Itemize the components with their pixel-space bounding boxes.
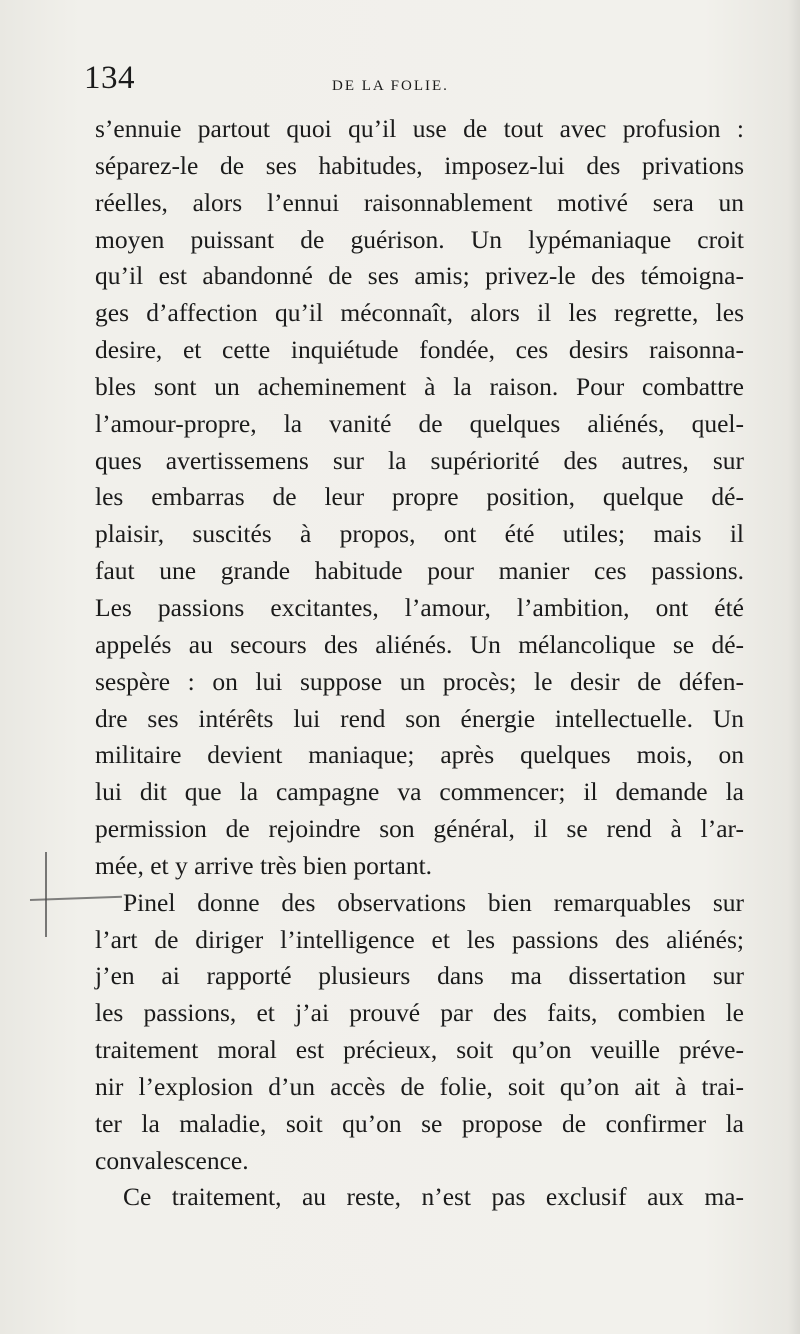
text-line: desire, et cette inquiétude fondée, ces desirs raisonna- (95, 335, 744, 365)
text-line: s’ennuie partout quoi qu’il use de tout avec profusion : (95, 114, 744, 143)
text-line: nir l’explosion d’un accès de folie, soit qu’on ait à trai- (95, 1071, 744, 1101)
text-line: lui dit que la campagne va commencer; il demande la (95, 777, 744, 807)
text-line: les embarras de leur propre position, quelque dé- (95, 482, 744, 512)
running-head: DE LA FOLIE. (332, 78, 449, 94)
text-line: dre ses intérêts lui rend son énergie intellectuelle. Un (95, 703, 744, 733)
text-line-paragraph-end: convalescence. (95, 1145, 249, 1175)
text-line: ter la maladie, soit qu’on se propose de confirmer la (95, 1108, 744, 1138)
text-line: l’art de diriger l’intelligence et les passions des aliénés; (95, 924, 744, 954)
text-line: ges d’affection qu’il méconnaît, alors il les regrette, les (95, 298, 744, 328)
text-line: permission de rejoindre son général, il se rend à l’ar- (95, 814, 744, 844)
text-line: moyen puissant de guérison. Un lypémaniaque croit (95, 224, 744, 254)
text-line: sespère : on lui suppose un procès; le desir de défen- (95, 666, 744, 696)
text-line: l’amour-propre, la vanité de quelques aliénés, quel- (95, 408, 744, 438)
text-line: faut une grande habitude pour manier ces passions. (95, 556, 744, 586)
text-line: ques avertissemens sur la supériorité des autres, sur (95, 445, 744, 475)
page-header (84, 62, 744, 102)
text-line: bles sont un acheminement à la raison. Pour combattre (95, 371, 744, 401)
text-line: j’en ai rapporté plusieurs dans ma dissertation sur (95, 961, 744, 991)
text-line: qu’il est abandonné de ses amis; privez-le des témoigna- (95, 261, 744, 291)
text-line-paragraph-start: Ce traitement, au reste, n’est pas exclusif aux ma- (123, 1182, 744, 1212)
page-number: 134 (84, 60, 135, 96)
text-line: appelés au secours des aliénés. Un mélancolique se dé- (95, 629, 744, 659)
main-text-block (95, 111, 744, 1216)
text-line: Les passions excitantes, l’amour, l’ambition, ont été (95, 592, 744, 622)
margin-mark-vertical-stroke (45, 852, 47, 937)
text-line: traitement moral est précieux, soit qu’on veuille préve- (95, 1035, 744, 1065)
text-line: séparez-le de ses habitudes, imposez-lui des privations (95, 150, 744, 180)
page-edge-shadow (788, 0, 800, 1334)
text-line: réelles, alors l’ennui raisonnablement motivé sera un (95, 187, 744, 217)
text-line-paragraph-end: mée, et y arrive très bien portant. (95, 850, 433, 880)
text-line-paragraph-start: Pinel donne des observations bien remarquables sur (123, 887, 744, 917)
text-line: militaire devient maniaque; après quelques mois, on (95, 740, 744, 770)
text-line: plaisir, suscités à propos, ont été utiles; mais il (95, 519, 744, 549)
text-line: les passions, et j’ai prouvé par des faits, combien le (95, 998, 744, 1028)
